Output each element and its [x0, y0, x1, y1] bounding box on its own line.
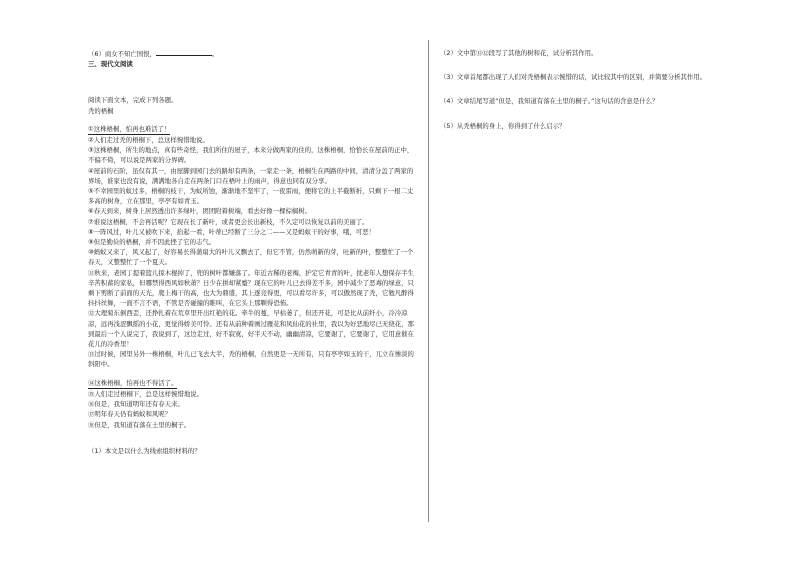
question-6-prefix: （6）商女不知亡国恨，: [88, 50, 156, 58]
question-1: （1）本文是以什么为线索组织材料的？: [88, 446, 201, 455]
paragraph-3: ③这株梧桐，所生的地点，真有些奇怪，我们所住的屋子，本来分做两家的住的，这株梧桐，恰恰长在屋前的正中，不偏不倚，可以说是两家的分界碑。: [88, 146, 414, 165]
paragraph-8: ⑧一阵风过，叶儿又被吹下来，抬起一看，叶蒂已经断了三分之二——又是蚂蚁干的好事，哦，可恶！: [88, 227, 375, 236]
answer-blank[interactable]: [156, 48, 212, 56]
question-6: [88, 48, 418, 59]
paragraph-10: ⑩蚂蚁又来了，风又起了，好容易长得蒲扇大的叶儿又飘去了，但它不管，仍然萌新的芽，吐新的叶，整整忙了一个春天，又整整忙了一个夏天。: [88, 248, 414, 267]
paragraph-9: ⑨但是勤俭的梧桐，并不因此挫了它的志气。: [88, 238, 216, 247]
paragraph-6: ⑥春天到来，树身上居然透出许多绿叶，团团附着树端，看去好像一棵棕榈树。: [88, 207, 312, 216]
paragraph-7: ⑦谁说这梧桐，不会再活呢？它现在长了新叶，或者更会长出新枝，不久定可以恢复以前的美丽了。: [88, 217, 369, 226]
paragraph-18: ⑱但是，我知道有落在土里的桐子。: [88, 420, 191, 429]
reading-instruction: 阅读下面文本，完成下列各题。: [88, 96, 178, 105]
paragraph-16: ⑯但是，我知道明年还有春天来。: [88, 400, 184, 409]
left-column: [88, 48, 418, 456]
paragraph-14: ⑭这株梧桐，怕再也不得活了。: [88, 378, 177, 389]
paragraph-17: ⑰明年春天仍有蚂蚁和风呢？: [88, 410, 172, 419]
paragraph-15: ⑮人们走过梧桐下，总是这样惋惜地说。: [88, 389, 204, 398]
question-5: （5）从秃梧桐的身上，你得到了什么启示？: [440, 121, 566, 130]
right-column: [440, 48, 740, 131]
question-6-suffix: 。: [211, 50, 219, 58]
paragraph-4: ④屋前的石阶，虽仅有其一，由屋脚到园门去的路却有两条，一家走一条，梧桐生在两路的中间，清清分盖了两家的界场，谁家也没有说，满满地各自走在两条门口在梧叶上的雨声，得意也同有双分享。: [88, 166, 414, 185]
section-title: 三、现代文阅读: [88, 60, 133, 69]
question-4: （4）文章结尾写道“但是，我知道有落在土里的桐子。”这句话的含意是什么？: [440, 97, 659, 106]
paragraph-5: ⑤不幸园里的蚁过多，梧桐的枝干，为蚁所蚀，渐渐地不坚牢了，一夜雷雨，便将它的上半截断折，只剩下一根二丈多高的树身，立在那里，亭亭有如青玉。: [88, 187, 414, 206]
paragraph-2: ②人们走过秃的梧桐下，总这样惋惜地说。: [88, 136, 209, 145]
paragraph-12: ⑫大理菊东倒西歪，还挣扎着在荒草里开出红艳的花。牵牛的蔓，早枯萎了，但还开花，可是比从前纤小，冷冷凉凉，远再浅涩飘摇的小花，更觉得娇美可怜。还有从前种着画过雁花和凤仙花的社里，我以为好恶地尽已无绕花，那到最后一个人说完了，我说到了，这边走过，好不寂寞，好半天不动，幽幽清凉，它要谢了，它要谢了，它用意催在花儿的冷香里！: [88, 309, 414, 349]
column-divider: [428, 40, 429, 522]
article-title: 秃的梧桐: [88, 106, 114, 115]
question-2: （2）文中第⑪⑫段写了其他的树和花，试分析其作用。: [440, 49, 598, 57]
paragraph-11: ⑪秋来，老园丁提着篮儿掠木棍掉了，兜的树叶都嫌落了。年近古稀的老梅，护定它青青的叶，扰老年人想保存半生辛苦积蓄的家私，但哪禁得西风如秋萧？日少在拼却紧蹙？现在它的叶儿已去得差不多，园中减少了恶毒的绿意，只剩下剪断了前面的天光，爬上梅干的高，也大为鼎盛，其上逐竞得更，可以看尽许多，可以傲然现了秃，它勉凡醉得抖抖丝舞，一面不言不语，不管是否碰撞的睢叫，在它头上那颗得恐怖。: [88, 268, 414, 308]
question-3: （3）文章首尾都出现了人们对秃梧桐表示惋惜的话，试比较其中的区别，并简要分析其作用。: [440, 73, 707, 82]
paragraph-1: ①这株梧桐，怕再也难活了！: [88, 124, 170, 135]
paragraph-13: ⑬过时候，园里另外一株梧桐，叶儿已飞去大半，秃的梧桐，自然更是一无所有，只有亭亭如玉的干，兀立在惨淡的斜阳中。: [88, 350, 414, 369]
